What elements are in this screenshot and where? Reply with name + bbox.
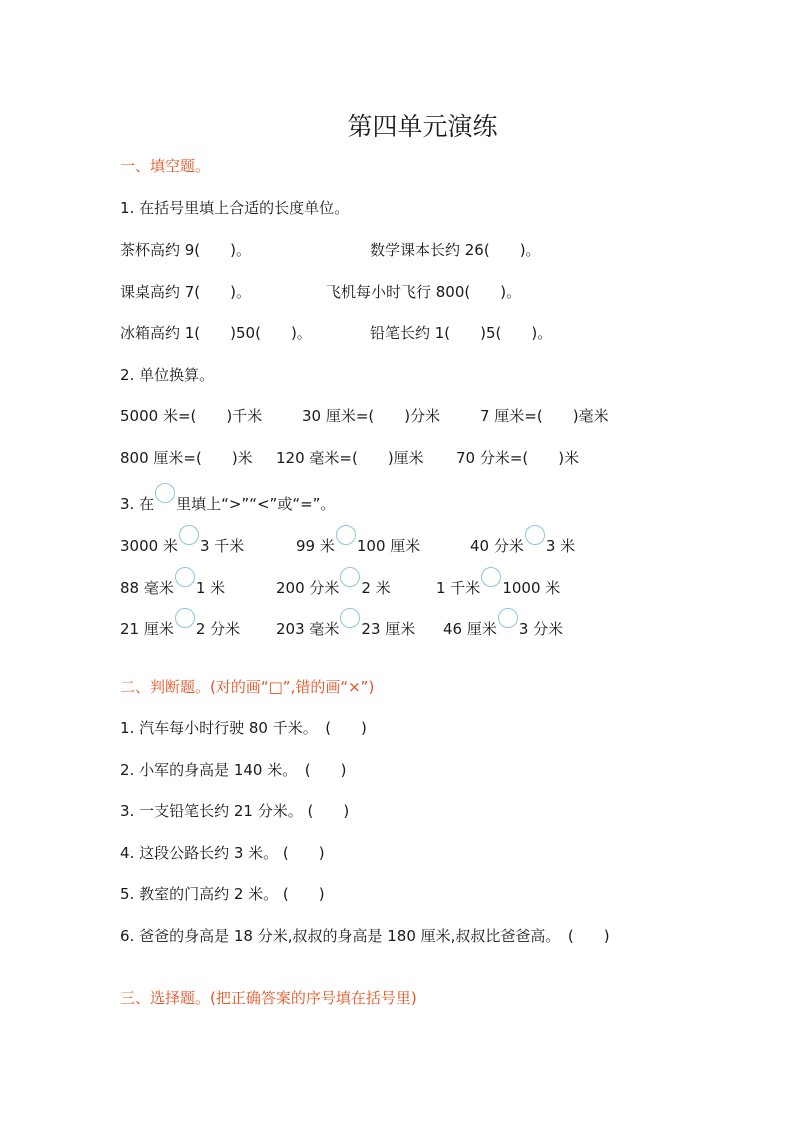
section-heading-true-false: 二、判断题。(对的画“□”,错的画“×”) (120, 678, 375, 696)
compare-left: 99 米 (296, 537, 335, 555)
answer-circle[interactable] (525, 525, 545, 545)
question-3-label (120, 483, 335, 514)
conversion-item: 30 厘米=( )分米 (302, 407, 441, 425)
compare-left: 88 毫米 (120, 579, 174, 597)
compare-item (276, 608, 415, 639)
compare-left: 200 分米 (276, 579, 340, 597)
compare-right: 100 厘米 (356, 537, 421, 555)
compare-item (443, 608, 563, 639)
conversion-item: 800 厘米=( )米 (120, 449, 253, 467)
compare-right: 2 分米 (195, 620, 241, 638)
answer-circle[interactable] (340, 567, 360, 587)
judge-item: 3. 一支铅笔长约 21 分米。 ( ) (120, 802, 350, 820)
fill-item: 冰箱高约 1( )50( )。 (120, 324, 312, 342)
circle-icon (155, 483, 175, 503)
compare-right: 1000 米 (502, 579, 561, 597)
q3-label-after: 里填上“>”“<”或“=”。 (176, 495, 336, 513)
compare-item (436, 567, 560, 598)
compare-right: 3 千米 (199, 537, 245, 555)
judge-item: 4. 这段公路长约 3 米。 ( ) (120, 844, 325, 862)
answer-circle[interactable] (175, 567, 195, 587)
conversion-item: 5000 米=( )千米 (120, 407, 263, 425)
conversion-item: 120 毫米=( )厘米 (276, 449, 424, 467)
compare-item (120, 525, 244, 556)
compare-right: 3 米 (545, 537, 576, 555)
compare-right: 1 米 (195, 579, 226, 597)
compare-left: 1 千米 (436, 579, 481, 597)
compare-item (120, 608, 240, 639)
answer-circle[interactable] (336, 525, 356, 545)
fill-item: 课桌高约 7( )。 (120, 283, 252, 301)
section-heading-fill-blank: 一、填空题。 (120, 157, 211, 175)
answer-circle[interactable] (175, 608, 195, 628)
compare-right: 2 米 (361, 579, 391, 597)
answer-circle[interactable] (498, 608, 518, 628)
question-1-label: 1. 在括号里填上合适的长度单位。 (120, 199, 350, 217)
conversion-item: 7 厘米=( )毫米 (480, 407, 609, 425)
compare-item (470, 525, 575, 556)
compare-left: 46 厘米 (443, 620, 497, 638)
compare-item (296, 525, 420, 556)
compare-left: 21 厘米 (120, 620, 174, 638)
question-2-label: 2. 单位换算。 (120, 366, 215, 384)
compare-left: 203 毫米 (276, 620, 340, 638)
answer-circle[interactable] (179, 525, 199, 545)
judge-item: 2. 小军的身高是 140 米。 ( ) (120, 761, 347, 779)
compare-item (120, 567, 225, 598)
page-title: 第四单元演练 (347, 112, 498, 141)
compare-left: 40 分米 (470, 537, 524, 555)
conversion-item: 70 分米=( )米 (456, 449, 580, 467)
fill-item: 铅笔长约 1( )5( )。 (370, 324, 553, 342)
compare-right: 23 厘米 (361, 620, 416, 638)
fill-item: 飞机每小时飞行 800( )。 (326, 283, 522, 301)
section-heading-multiple-choice: 三、选择题。(把正确答案的序号填在括号里) (120, 989, 417, 1007)
q3-label-before: 3. 在 (120, 495, 155, 513)
judge-item: 1. 汽车每小时行驶 80 千米。 ( ) (120, 719, 367, 737)
answer-circle[interactable] (340, 608, 360, 628)
judge-item: 6. 爸爸的身高是 18 分米,叔叔的身高是 180 厘米,叔叔比爸爸高。 ( ) (120, 927, 610, 945)
judge-item: 5. 教室的门高约 2 米。 ( ) (120, 885, 325, 903)
compare-item (276, 567, 391, 598)
answer-circle[interactable] (481, 567, 501, 587)
fill-item: 茶杯高约 9( )。 (120, 241, 252, 259)
compare-right: 3 分米 (518, 620, 564, 638)
fill-item: 数学课本长约 26( )。 (370, 241, 541, 259)
compare-left: 3000 米 (120, 537, 178, 555)
